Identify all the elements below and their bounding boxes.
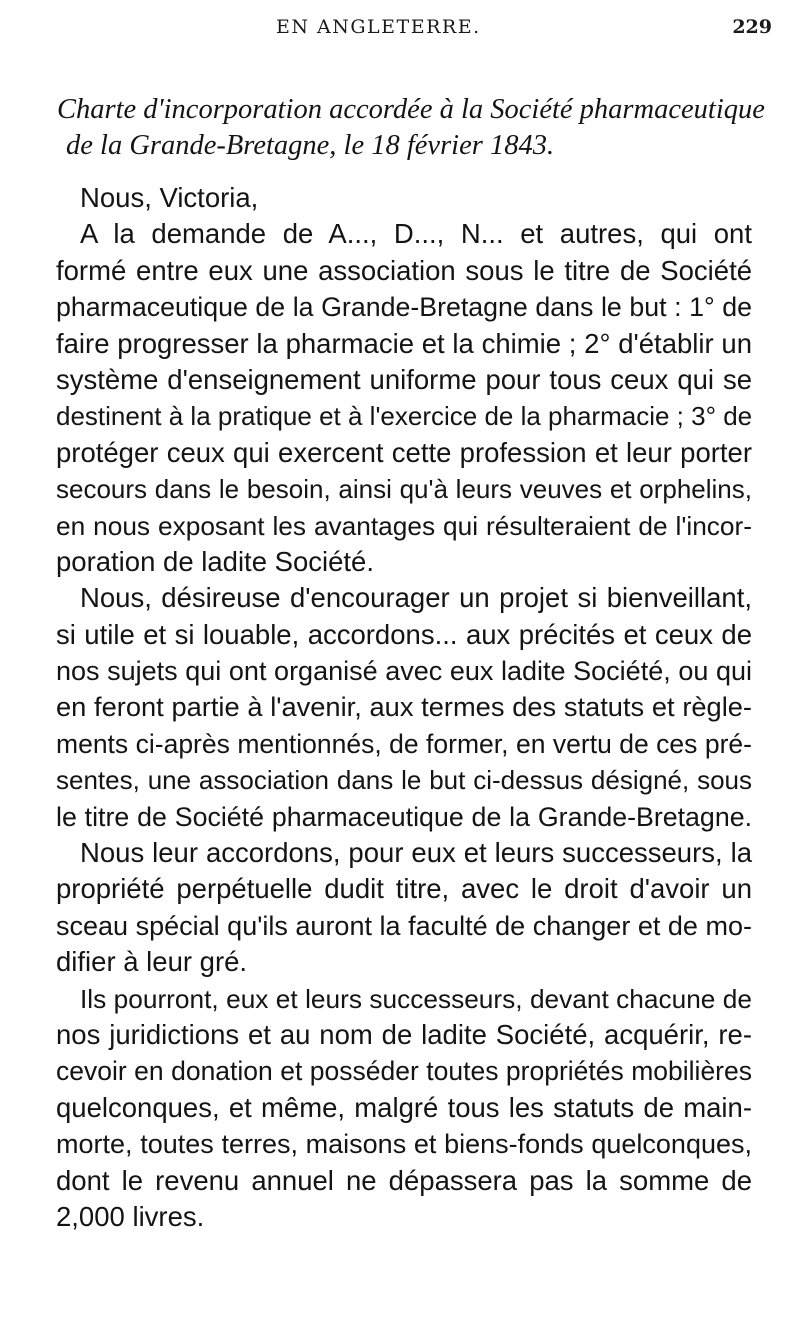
- text-line: dont le revenu annuel ne dépassera pas la somme de: [56, 1164, 752, 1196]
- text-line: système d'enseignement uniforme pour tous ceux qui se: [56, 363, 752, 395]
- text-line: sceau spécial qu'ils auront la faculté de changer et de mo-: [56, 910, 752, 941]
- text-line: Nous, Victoria,: [80, 182, 259, 213]
- text-line: faire progresser la pharmacie et la chimie ; 2° d'établir un: [56, 327, 752, 359]
- text-line: cevoir en donation et posséder toutes propriétés mobilières: [56, 1056, 752, 1087]
- text-line: nos juridictions et au nom de ladite Société, acquérir, re-: [56, 1018, 752, 1050]
- text-line: propriété perpétuelle dudit titre, avec le droit d'avoir un: [56, 873, 752, 905]
- text-line: Nous leur accordons, pour eux et leurs successeurs, la: [80, 837, 752, 869]
- text-line: poration de ladite Société.: [56, 545, 374, 577]
- text-line: en feront partie à l'avenir, aux termes des statuts et règle-: [56, 691, 752, 723]
- text-line: secours dans le besoin, ainsi qu'à leurs veuves et orphelins,: [56, 474, 752, 505]
- text-line: 2,000 livres.: [56, 1200, 205, 1232]
- text-line: sentes, une association dans le but ci-dessus désigné, sous: [56, 765, 752, 796]
- running-title: EN ANGLETERRE.: [276, 16, 481, 38]
- text-line: le titre de Société pharmaceutique de la Grande-Bretagne.: [56, 801, 752, 832]
- text-line: pharmaceutique de la Grande-Bretagne dans le but : 1° de: [56, 292, 752, 323]
- text-line: morte, toutes terres, maisons et biens-fonds quelconques,: [56, 1129, 752, 1160]
- text-line: formé entre eux une association sous le titre de Société: [56, 254, 752, 286]
- heading-line: de la Grande-Bretagne, le 18 février 1843.: [66, 130, 555, 161]
- charter-body: [56, 180, 752, 1235]
- text-line: Ils pourront, eux et leurs successeurs, devant chacune de: [80, 983, 752, 1014]
- text-line: protéger ceux qui exercent cette profession et leur porter: [56, 436, 752, 468]
- text-line: quelconques, et même, malgré tous les statuts de main-: [56, 1091, 752, 1123]
- text-line: destinent à la pratique et à l'exercice de la pharmacie ; 3° de: [56, 401, 753, 432]
- heading-line: Charte d'incorporation accordée à la Société pharmaceutique: [57, 94, 765, 125]
- text-line: A la demande de A..., D..., N... et autres, qui ont: [80, 218, 752, 250]
- running-head: [0, 16, 800, 46]
- text-line: si utile et si louable, accordons... aux précités et ceux de: [56, 618, 752, 650]
- page-number: 229: [732, 16, 772, 38]
- text-line: ments ci-après mentionnés, de former, en vertu de ces pré-: [56, 728, 752, 759]
- text-line: Nous, désireuse d'encourager un projet si bienveillant,: [80, 582, 752, 614]
- text-line: en nous exposant les avantages qui résulteraient de l'incor-: [56, 510, 752, 541]
- text-line: nos sujets qui ont organisé avec eux ladite Société, ou qui: [56, 656, 752, 687]
- text-line: difier à leur gré.: [56, 946, 248, 978]
